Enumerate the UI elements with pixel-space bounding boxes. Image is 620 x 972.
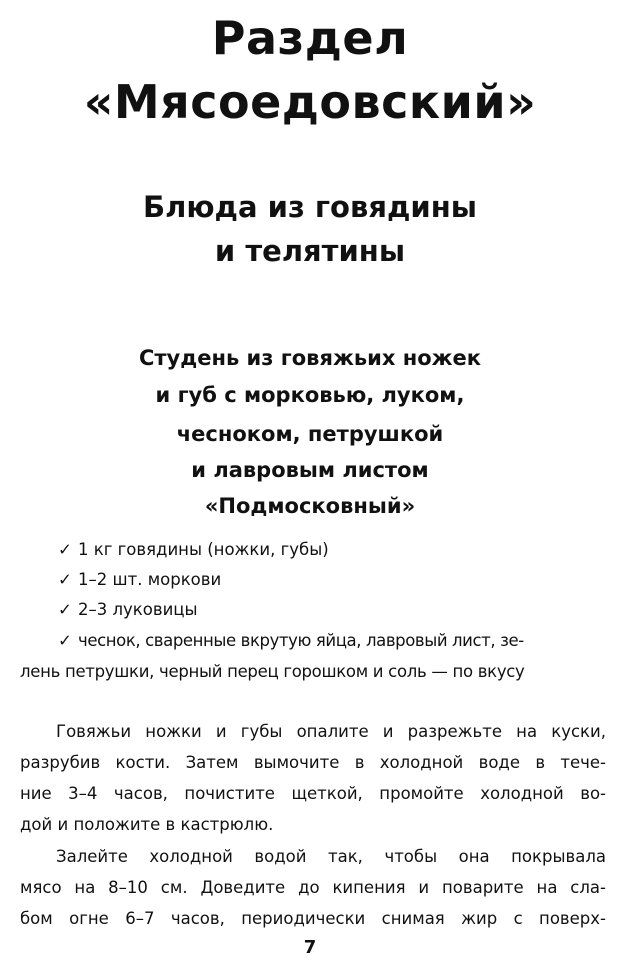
ingredient-text: 1–2 шт. моркови	[78, 570, 222, 589]
paragraph-1-line-4: дой и положите в кастрюлю.	[20, 815, 274, 834]
paragraph-1-line-2: разрубив кости. Затем вымочите в холодной воде в тече-	[20, 753, 606, 772]
paragraph-2-line-3: бом огне 6–7 часов, периодически снимая жир с поверх-	[20, 909, 606, 928]
recipe-title-line-3: чесноком, петрушкой	[176, 422, 444, 446]
recipe-title-line-1: Студень из говяжьих ножек	[138, 346, 482, 370]
checkmark-icon: ✓	[58, 540, 72, 559]
ingredient-item	[58, 565, 221, 595]
ingredient-text: 1 кг говядины (ножки, губы)	[78, 540, 329, 559]
chapter-title-line-1: Раздел	[211, 11, 409, 65]
section-title-line-2: и телятины	[214, 234, 406, 268]
recipe-title-line-4: и лавровым листом	[191, 458, 429, 482]
ingredient-item	[58, 595, 198, 625]
checkmark-icon: ✓	[58, 570, 72, 589]
ingredient-item	[58, 626, 524, 656]
paragraph-1-line-3: ние 3–4 часов, почистите щеткой, промойте холодной во-	[20, 784, 606, 803]
page-number: 7	[303, 937, 317, 958]
recipe-title-line-2: и губ с морковью, луком,	[155, 383, 465, 407]
section-title-line-1: Блюда из говядины	[143, 190, 477, 224]
checkmark-icon: ✓	[58, 631, 72, 650]
recipe-title-line-5: «Подмосковный»	[204, 494, 416, 518]
paragraph-2-line-1: Залейте холодной водой так, чтобы она покрывала	[56, 847, 606, 866]
paragraph-1-line-1: Говяжьи ножки и губы опалите и разрежьте на куски,	[56, 722, 606, 741]
paragraph-2-line-2: мясо на 8–10 см. Доведите до кипения и поварите на сла-	[20, 878, 606, 897]
checkmark-icon: ✓	[58, 600, 72, 619]
ingredient-text: 2–3 луковицы	[78, 600, 198, 619]
chapter-title-line-2: «Мясоедовский»	[83, 75, 537, 129]
ingredient-continuation: лень петрушки, черный перец горошком и соль — по вкусу	[20, 662, 525, 681]
ingredient-text: чеснок, сваренные вкрутую яйца, лавровый лист, зе-	[78, 631, 524, 650]
ingredient-item	[58, 535, 329, 565]
